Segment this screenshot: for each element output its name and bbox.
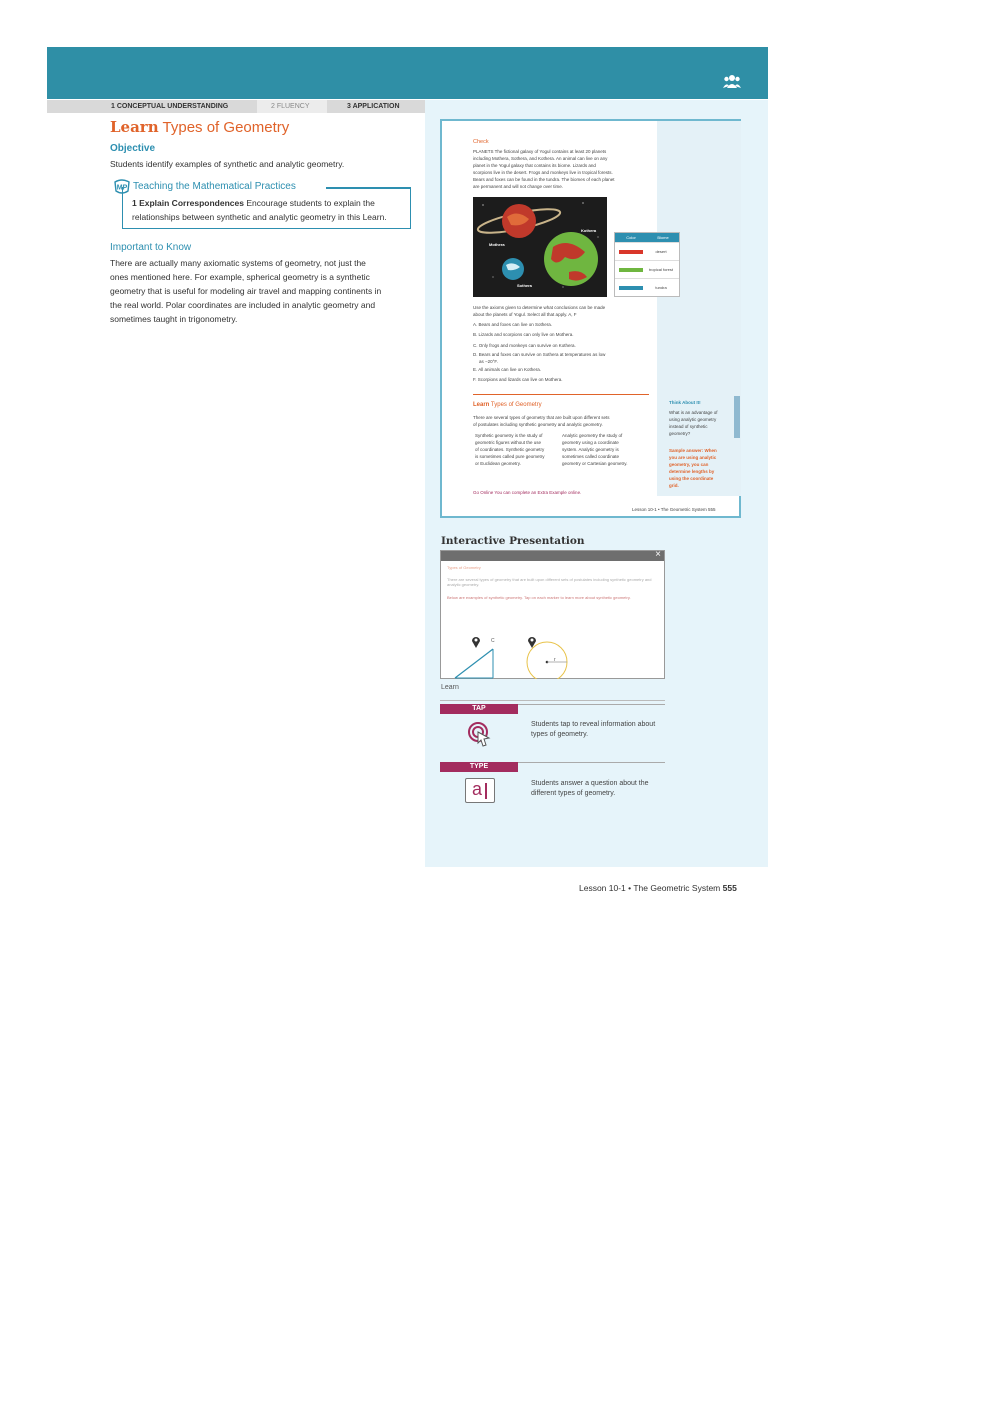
tab-fluency[interactable]: 2 FLUENCY: [271, 103, 310, 110]
student-page-thumbnail: [440, 119, 741, 518]
progression-tabs: [47, 100, 425, 113]
biome-key-table: Color Biome desert tropical forest tundra: [614, 232, 680, 297]
tab-conceptual[interactable]: 1 CONCEPTUAL UNDERSTANDING: [111, 103, 229, 110]
slide-learn-text: There are several types of geometry that are built upon different sets of postulates including synthetic geometry and analytic geometry.: [473, 415, 610, 427]
people-icon: [723, 73, 741, 89]
close-icon[interactable]: ×: [655, 549, 661, 560]
prompt-text: Use the axioms given to determine what conclusions can be made about the planets of Yogul. Select all that apply. A, F: [473, 305, 606, 317]
tap-tag: TAP: [440, 704, 518, 714]
check-label: Check: [473, 139, 489, 145]
page-title: Learn Types of Geometry: [110, 118, 290, 136]
objective-heading: Objective: [110, 143, 156, 154]
think-text: What is an advantage of using analytic geometry instead of synthetic geometry?: [669, 410, 718, 436]
analytic-definition: Analytic geometry the study of geometry using a coordinate system. Analytic geometry is sometimes called coordinate geometry or Cartesian geometry.: [562, 433, 628, 466]
marker-icon[interactable]: [471, 635, 481, 648]
svg-text:MP: MP: [116, 184, 128, 192]
radius-label: r: [554, 657, 556, 663]
mp-heading: Teaching the Mathematical Practices: [133, 181, 296, 192]
tab-application[interactable]: 3 APPLICATION: [347, 103, 400, 110]
interactive-presentation-title: Interactive Presentation: [441, 535, 585, 547]
objective-text: Students identify examples of synthetic and analytic geometry.: [110, 159, 345, 169]
faint-title: Types of Geometry: [447, 565, 481, 570]
slide-learn-title: Learn Types of Geometry: [473, 402, 542, 408]
important-heading: Important to Know: [110, 242, 192, 253]
go-online-text[interactable]: Go Online You can complete an Extra Example online.: [473, 490, 582, 495]
type-tag: TYPE: [440, 762, 518, 772]
scrollbar[interactable]: [734, 396, 740, 438]
type-icon: a: [465, 778, 495, 803]
check-text: PLANETS The fictional galaxy of Yogul contains at least 20 planets including Mothera, Sothera, and Kothera. An animal can live on any planet in the Yogul galaxy that contains its biome. Lizards and scorpions live in the desert. Frogs and monkeys live in tropical forests. Bears and foxes can be found in the tundra. The biomes of each planet are permanent and will not change over time.: [473, 149, 615, 189]
page-footer: Lesson 10-1 • The Geometric System 555: [579, 883, 737, 893]
marker-icon[interactable]: [527, 635, 537, 648]
answer-options: A. Bears and foxes can live on Sothera. B. Lizards and scorpions can only live on Mothera. C. Only frogs and monkeys can survive on Kothera. D. Bears and foxes can survive on Sothera at temperatures as low as −20°F. E. All animals can live on Kothera. F. Scorpions and lizards can live on Mothera.: [473, 322, 606, 383]
sample-answer: Sample answer: When you are using analytic geometry, you can determine lengths by using the coordinate grid.: [669, 448, 717, 488]
tap-text: Students tap to reveal information about types of geometry.: [531, 721, 656, 738]
header-bar: [47, 47, 768, 99]
planets-image: Kothera Mothera Sothera: [473, 197, 607, 297]
slide-footer: Lesson 10-1 • The Geometric System 555: [632, 507, 716, 512]
important-text: There are actually many axiomatic systems of geometry, not just the ones mentioned here. For example, spherical geometry is a synthetic geometry that is useful for modeling air travel and mapping continents in the real world. Polar coordinates are included in analytic geometry and sometimes taught in trigonometry.: [110, 258, 382, 324]
type-text: Students answer a question about the different types of geometry.: [531, 780, 649, 797]
screen-caption: Learn: [441, 684, 459, 691]
faint-task: Below are examples of synthetic geometry. Tap on each marker to learn more about synthetic geometry.: [447, 595, 631, 600]
faint-text: There are several types of geometry that are built upon different sets of postulates including synthetic geometry and analytic geometry.: [447, 577, 652, 587]
think-heading: Think About It!: [669, 400, 701, 405]
point-c-label: C: [491, 638, 495, 644]
interactive-screen: [440, 550, 665, 679]
mp-text-2: relationships between synthetic and analytic geometry in this Learn.: [132, 212, 387, 222]
tap-icon: [467, 721, 493, 747]
mp-text-1: 1 Explain Correspondences Encourage students to explain the: [132, 198, 375, 208]
synthetic-definition: Synthetic geometry is the study of geometric figures without the use of coordinates. Synthetic geometry is sometimes called pure geometry or Euclidean geometry.: [475, 433, 545, 466]
